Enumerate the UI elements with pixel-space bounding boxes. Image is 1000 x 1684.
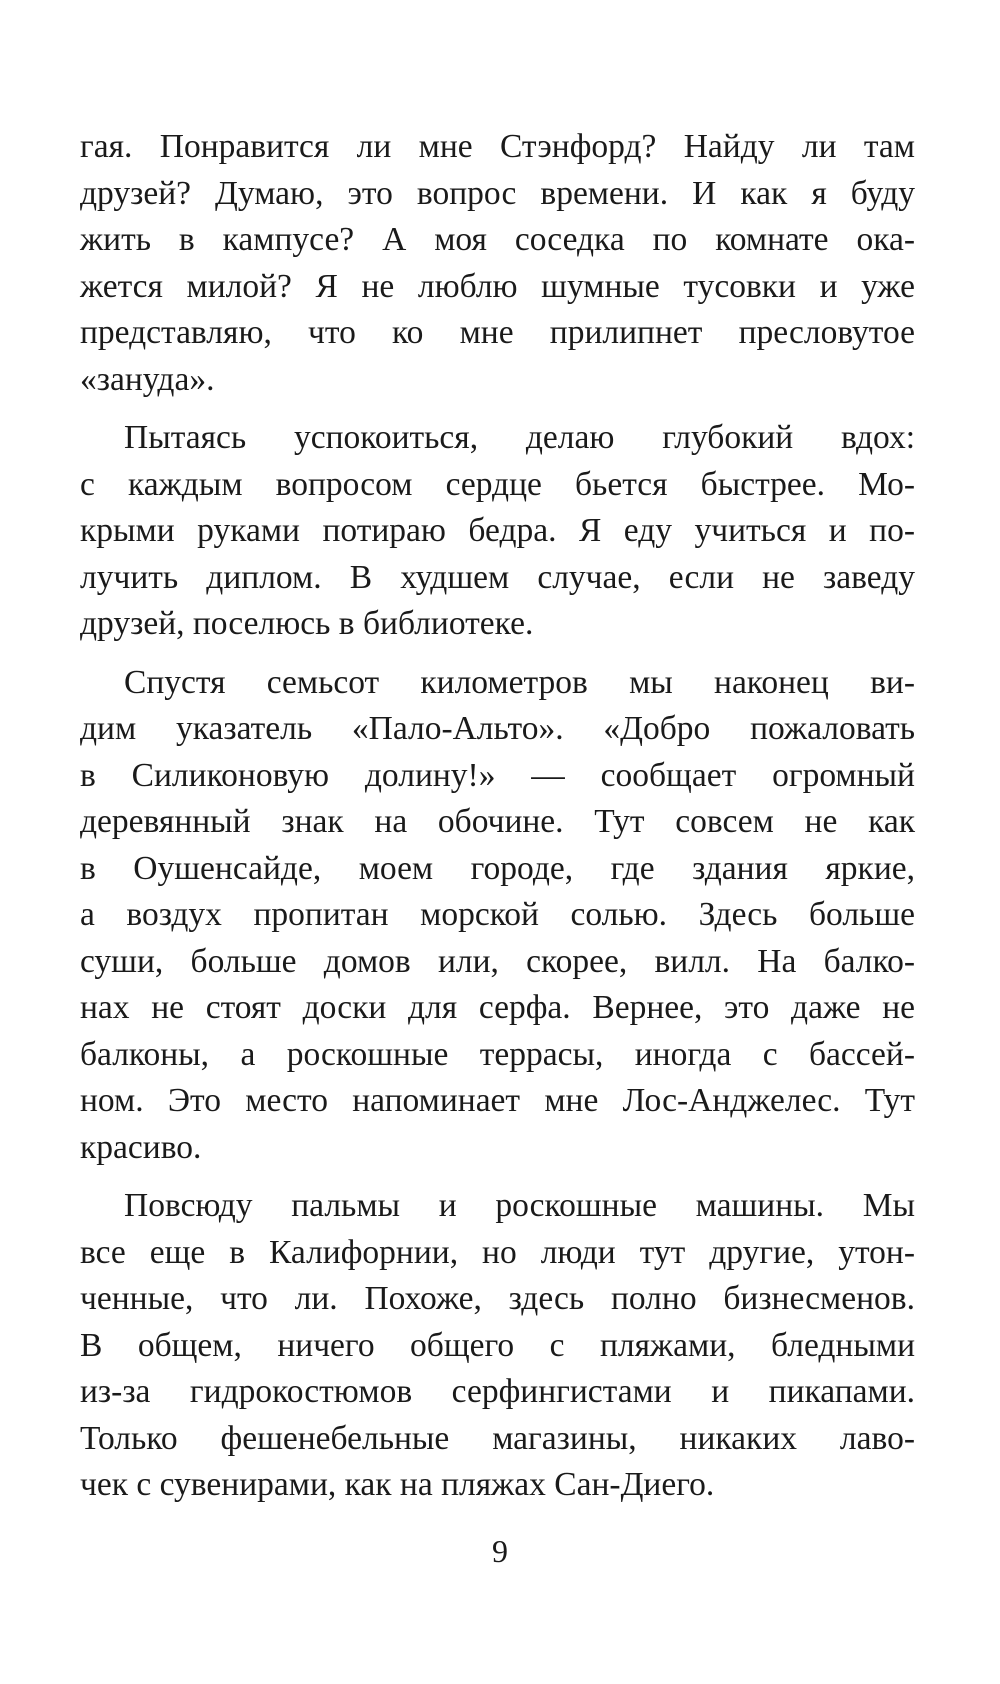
text-line: Только фешенебельные магазины, никаких лаво- (80, 1419, 915, 1457)
text-line: суши, больше домов или, скорее, вилл. На балко- (80, 942, 915, 980)
text-line: из-за гидрокостюмов серфингистами и пикапами. (80, 1373, 915, 1410)
text-line: с каждым вопросом сердце бьется быстрее. Мо- (80, 465, 915, 503)
page-number: 9 (492, 1533, 508, 1569)
text-line: в Оушенсайде, моем городе, где здания яркие, (80, 849, 915, 887)
text-line: деревянный знак на обочине. Тут совсем не как (80, 803, 915, 840)
text-line: лучить диплом. В худшем случае, если не заведу (80, 558, 915, 596)
text-line: В общем, ничего общего с пляжами, бледными (80, 1326, 915, 1364)
text-line: гая. Понравится ли мне Стэнфорд? Найду ли там (80, 128, 915, 165)
text-line: ном. Это место напоминает мне Лос-Анджелес. Тут (80, 1082, 915, 1119)
text-line: балконы, а роскошные террасы, иногда с бассей- (80, 1035, 915, 1073)
text-line: представляю, что ко мне прилипнет пресловутое (80, 314, 915, 351)
text-line: Пытаясь успокоиться, делаю глубокий вдох: (124, 419, 915, 456)
text-line: а воздух пропитан морской солью. Здесь больше (80, 896, 915, 933)
text-line: чек с сувенирами, как на пляжах Сан-Диего. (80, 1466, 715, 1503)
text-line: нах не стоят доски для серфа. Вернее, это даже не (80, 989, 915, 1026)
page-body (80, 124, 915, 1521)
text-line: друзей, поселюсь в библиотеке. (80, 605, 534, 642)
text-line: «зануда». (80, 360, 215, 398)
text-line: крыми руками потираю бедра. Я еду учиться и по- (80, 512, 915, 549)
text-line: Повсюду пальмы и роскошные машины. Мы (124, 1187, 915, 1224)
text-line: дим указатель «Пало-Альто». «Добро пожаловать (80, 710, 915, 747)
text-line: все еще в Калифорнии, но люди тут другие, утон- (80, 1233, 915, 1271)
paragraph-4 (80, 1183, 915, 1509)
text-line: в Силиконовую долину!» — сообщает огромный (80, 756, 915, 794)
paragraph-2 (80, 415, 915, 648)
text-line: Спустя семьсот километров мы наконец ви- (124, 663, 915, 701)
text-line: ченные, что ли. Похоже, здесь полно бизнесменов. (80, 1280, 915, 1317)
paragraph-3 (80, 660, 915, 1172)
text-line: друзей? Думаю, это вопрос времени. И как я буду (80, 174, 915, 212)
text-line: жется милой? Я не люблю шумные тусовки и уже (80, 267, 915, 305)
text-line: красиво. (80, 1128, 202, 1166)
text-line: жить в кампусе? А моя соседка по комнате ока- (80, 221, 915, 258)
paragraph-1 (80, 124, 915, 403)
